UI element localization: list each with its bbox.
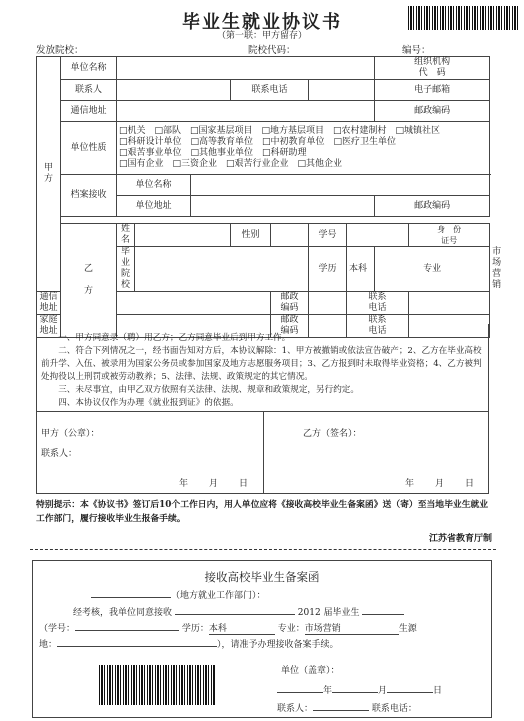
document-title: 毕业生就业协议书	[182, 12, 342, 33]
filing-line-3	[39, 637, 339, 650]
filing-contact-line	[277, 701, 417, 714]
filing-year: 2012	[297, 608, 321, 618]
nature-option-row[interactable]: □国有企业 □三资企业 □艰苦行业企业 □其他企业	[119, 159, 343, 169]
student-postcode-field[interactable]	[309, 292, 347, 315]
party-a-year: 年	[179, 479, 189, 489]
archive-unit-name-label: 单位名称	[117, 175, 191, 196]
student-address-field[interactable]	[117, 292, 271, 315]
filing-grad-label: 届毕业生	[323, 608, 360, 618]
student-address-label: 通信地址	[37, 292, 61, 315]
agreement-table: 甲 方 单位名称 组织机构 代 码 联系人 联系电话 电子邮箱 通信地址 邮政编码 单位性质 □机关 □部队 □国家基层项目 □地方基层项目 □农村建制村 □城镇社区 □科研设计单位 □高等教育单位 □中初教育单位 □医疗卫生单位 □艰苦事业单位 □其他事业单位 □科研助理 □国有企业 □三资企业 □艰苦行业企业 □其他企业 档案接收 单位名称 单位地址 邮政编码 乙 方 姓 名 性别 学号 身 份 证号 毕业院校 学历 本科 专业 市场营销 通信地址 邮政 编码 联系 电话 家庭地址 邮政 编码 联系 电话	[36, 56, 490, 338]
filing-origin-blank[interactable]	[57, 646, 217, 647]
home-postcode-label: 邮政 编码	[271, 315, 309, 338]
party-a-day: 日	[239, 479, 249, 489]
signature-section	[36, 412, 489, 494]
filing-degree-value[interactable]: 本科	[209, 621, 275, 635]
home-phone-label: 联系 电话	[347, 315, 409, 338]
signature-divider	[263, 412, 264, 493]
party-b-side: 乙 方	[61, 224, 117, 338]
student-postcode-label: 邮政 编码	[271, 292, 309, 315]
cut-line	[30, 549, 496, 550]
filing-id-label: （学号：	[39, 624, 76, 634]
school-field[interactable]	[135, 247, 309, 292]
filing-recipient[interactable]: （地方就业工作部门）：	[91, 588, 266, 601]
student-phone-field[interactable]	[409, 292, 490, 315]
party-a-contact-label[interactable]: 联系人：	[41, 449, 78, 459]
archive-label: 档案接收	[61, 175, 117, 217]
id-card-label: 身 份 证号	[409, 224, 490, 247]
org-code-label: 组织机构 代 码	[375, 57, 490, 80]
filing-request: ），请准予办理接收备案手续。	[217, 640, 339, 650]
code-label: 院校代码：	[248, 45, 296, 56]
filing-degree-label: 学历：	[181, 624, 209, 634]
contact-label: 联系人	[61, 80, 117, 101]
filing-letter-title: 接收高校毕业生备案函	[204, 570, 320, 584]
student-phone-label: 联系 电话	[347, 292, 409, 315]
nature-option-row[interactable]: □科研设计单位 □高等教育单位 □中初教育单位 □医疗卫生单位	[119, 137, 397, 147]
postcode-label: 邮政编码	[375, 101, 490, 122]
archive-unit-name-field[interactable]	[191, 175, 490, 196]
filing-major-label: 专业：	[277, 624, 305, 634]
filing-name-blank[interactable]	[175, 614, 295, 615]
phone-label: 联系电话	[231, 80, 309, 101]
agreement-term: 二、符合下列情况之一，经书面告知对方后，本协议解除：1、甲方被撤销或依法宣告破产；2、乙方在毕业高校前升学、入伍、被录用为国家公务员或参加国家及地方志愿服务项目；3、乙方报到时未取得毕业资格；4、乙方被判处拘役以上刑罚或被劳动教养；5、法律、法规、政策规定的其它情况。	[41, 346, 482, 382]
major-label: 专业	[375, 247, 490, 292]
gender-field[interactable]	[271, 224, 309, 247]
nature-label: 单位性质	[61, 122, 117, 175]
student-id-label: 学号	[309, 224, 347, 247]
agreement-terms	[36, 324, 489, 412]
agreement-term: 一、甲方同意录（聘）用乙方；乙方同意毕业后到甲方工作。	[41, 333, 291, 343]
filing-line-1	[73, 605, 404, 618]
issuer-label: 发放院校：	[36, 45, 84, 56]
student-id-field[interactable]	[347, 224, 409, 247]
filing-grad-blank[interactable]	[362, 614, 404, 615]
archive-unit-address-field[interactable]	[191, 196, 375, 217]
phone-field[interactable]	[309, 80, 375, 101]
email-label: 电子邮箱	[375, 80, 490, 101]
party-a-seal-label[interactable]: 甲方（公章）：	[41, 429, 100, 439]
party-b-year: 年	[405, 479, 415, 489]
degree-label: 学历	[309, 247, 347, 292]
filing-id-blank[interactable]	[75, 630, 179, 631]
student-name-field[interactable]	[135, 224, 231, 247]
filing-contact-label[interactable]: 联系人：	[277, 704, 314, 714]
party-a-side: 甲 方	[37, 57, 61, 292]
agreement-term: 四、本协议仅作为办理《就业报到证》的依据。	[41, 398, 239, 408]
party-b-signature-label[interactable]: 乙方（签名）：	[303, 429, 362, 439]
address-label: 通信地址	[61, 101, 117, 122]
spacer	[61, 217, 490, 224]
party-a-month: 月	[209, 479, 219, 489]
nature-option-row[interactable]: □机关 □部队 □国家基层项目 □地方基层项目 □农村建制村 □城镇社区	[119, 126, 441, 136]
filing-seal-label[interactable]: 单位（盖章）：	[281, 666, 340, 676]
agreement-term: 三、未尽事宜，由甲乙双方依照有关法律、法规、规章和政策规定，另行约定。	[41, 385, 359, 395]
unit-name-field[interactable]	[117, 57, 375, 80]
filing-letter	[32, 560, 492, 718]
barcode-bottom	[99, 665, 215, 705]
nature-option-row[interactable]: □艰苦事业单位 □其他事业单位 □科研助理	[119, 148, 307, 158]
filing-origin-cont: 地：	[39, 640, 58, 650]
gender-label: 性别	[231, 224, 271, 247]
document-subtitle: （第一联：甲方留存）	[216, 31, 307, 41]
number-label: 编号：	[402, 45, 431, 56]
degree-value[interactable]: 本科	[347, 247, 375, 292]
unit-name-label: 单位名称	[61, 57, 117, 80]
archive-postcode-label: 邮政编码	[375, 196, 490, 217]
issuer-name: 江苏省教育厅制	[428, 534, 492, 544]
school-label: 毕业院校	[117, 247, 135, 292]
special-notice: 特别提示：本《协议书》签订后10个工作日内，用人单位应将《接收高校毕业生备案函》送（寄）至当地毕业生就业工作部门，履行接收毕业生报备手续。	[36, 500, 489, 524]
filing-line-2	[39, 621, 417, 635]
contact-field[interactable]	[117, 80, 231, 101]
home-address-label: 家庭地址	[37, 315, 61, 338]
party-b-month: 月	[435, 479, 445, 489]
archive-unit-address-label: 单位地址	[117, 196, 191, 217]
filing-phone-label[interactable]: 联系电话：	[371, 704, 417, 714]
address-field[interactable]	[117, 101, 375, 122]
filing-major-value[interactable]: 市场营销	[305, 621, 399, 635]
filing-origin-label: 生源	[398, 624, 417, 634]
student-name-label: 姓 名	[117, 224, 135, 247]
party-b-day: 日	[465, 479, 475, 489]
filing-accept-text: 经考核，我单位同意接收	[73, 608, 173, 618]
nature-options[interactable]	[117, 122, 490, 175]
filing-date: 年 月 日	[277, 683, 442, 696]
